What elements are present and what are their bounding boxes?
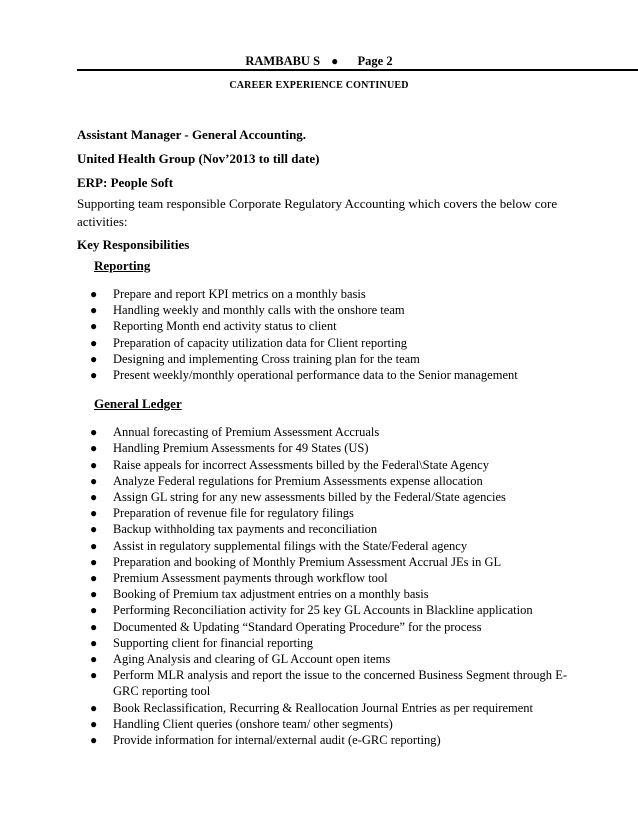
bullet-icon: ● — [90, 538, 98, 553]
list-item-text: Preparation of revenue file for regulatory filings — [113, 506, 354, 521]
list-item-text: Preparation of capacity utilization data for Client reporting — [113, 335, 407, 350]
list-item — [77, 351, 567, 367]
erp-system: ERP: People Soft — [77, 175, 174, 190]
list-item — [77, 489, 567, 505]
bullet-icon: ● — [90, 668, 98, 683]
bullet-icon: ● — [90, 619, 98, 634]
list-item — [77, 586, 567, 602]
list-item-text: Raise appeals for incorrect Assessments billed by the Federal\State Agency — [113, 457, 489, 472]
list-item-text: Preparation and booking of Monthly Premium Assessment Accrual JEs in GL — [113, 554, 502, 569]
list-item — [77, 318, 567, 334]
list-item-text: Performing Reconciliation activity for 25 key GL Accounts in Blackline application — [113, 603, 533, 618]
list-item — [77, 424, 567, 440]
list-item-text: Designing and implementing Cross training plan for the team — [113, 351, 420, 366]
list-item-text: Annual forecasting of Premium Assessment Accruals — [113, 425, 380, 440]
list-item-text: Supporting client for financial reporting — [113, 635, 313, 650]
list-item — [77, 521, 567, 537]
list-item-text: Present weekly/monthly operational performance data to the Senior management — [113, 368, 518, 383]
list-item-text: Booking of Premium tax adjustment entries on a monthly basis — [113, 587, 429, 602]
bullet-icon: ● — [90, 473, 98, 488]
bullet-icon: ● — [90, 652, 98, 667]
bullet-icon: ● — [90, 457, 98, 472]
bullet-icon: ● — [90, 603, 98, 618]
key-responsibilities-heading: Key Responsibilities — [77, 237, 190, 252]
bullet-icon: ● — [90, 441, 98, 456]
bullet-icon: ● — [90, 287, 98, 301]
list-item-text: Backup withholding tax payments and reconciliation — [113, 522, 378, 537]
list-item-text: Assign GL string for any new assessments billed by the Federal/State agencies — [113, 490, 506, 505]
bullet-icon: ● — [90, 335, 98, 350]
job-title: Assistant Manager - General Accounting. — [77, 127, 307, 142]
list-item — [77, 554, 567, 570]
list-item-text: Provide information for internal/external audit (e-GRC reporting) — [113, 733, 441, 748]
job-summary: Supporting team responsible Corporate Regulatory Accounting which covers the below core activities: — [77, 196, 558, 229]
list-item-text: Perform MLR analysis and report the issue to the concerned Business Segment through E-GRC reporting tool — [113, 668, 567, 699]
list-item-text: Analyze Federal regulations for Premium Assessments expense allocation — [113, 473, 483, 488]
list-item-text: Handling Client queries (onshore team/ other segments) — [113, 716, 393, 731]
bullet-icon: ● — [90, 587, 98, 602]
header-name: RAMBABU S — [245, 54, 321, 68]
section-subtitle: CAREER EXPERIENCE CONTINUED — [229, 80, 409, 91]
list-item — [77, 732, 567, 748]
reporting-list — [77, 286, 567, 383]
bullet-icon: ● — [90, 571, 98, 586]
bullet-icon: ● — [90, 733, 98, 748]
bullet-icon: ● — [90, 303, 98, 318]
list-item-text: Handling weekly and monthly calls with the onshore team — [113, 303, 405, 318]
list-item-text: Prepare and report KPI metrics on a monthly basis — [113, 287, 366, 301]
list-item — [77, 302, 567, 318]
list-item — [77, 619, 567, 635]
bullet-icon: ● — [90, 700, 98, 715]
list-item — [77, 635, 567, 651]
bullet-icon: ● — [90, 319, 98, 334]
bullet-icon: ● — [90, 554, 98, 569]
list-item — [77, 651, 567, 667]
bullet-icon: ● — [90, 635, 98, 650]
bullet-icon: ● — [90, 506, 98, 521]
list-item-text: Documented & Updating “Standard Operating Procedure” for the process — [113, 619, 482, 634]
general-ledger-list — [77, 424, 567, 748]
bullet-separator-icon: ● — [331, 54, 339, 68]
list-item — [77, 570, 567, 586]
header-divider — [77, 69, 638, 71]
list-item — [77, 716, 567, 732]
list-item-text: Assist in regulatory supplemental filings with the State/Federal agency — [113, 538, 468, 553]
list-item-text: Book Reclassification, Recurring & Reallocation Journal Entries as per requirement — [113, 700, 534, 715]
list-item — [77, 538, 567, 554]
main-content — [77, 120, 567, 748]
list-item — [77, 667, 567, 699]
list-item — [77, 440, 567, 456]
list-item-text: Premium Assessment payments through workflow tool — [113, 571, 388, 586]
list-item — [77, 505, 567, 521]
bullet-icon: ● — [90, 368, 98, 383]
bullet-icon: ● — [90, 490, 98, 505]
page-number: Page 2 — [357, 54, 393, 68]
bullet-icon: ● — [90, 522, 98, 537]
list-item-text: Handling Premium Assessments for 49 States (US) — [113, 441, 369, 456]
list-item — [77, 457, 567, 473]
general-ledger-heading: General Ledger — [94, 396, 182, 412]
bullet-icon: ● — [90, 351, 98, 366]
list-item — [77, 286, 567, 302]
list-item — [77, 602, 567, 618]
list-item-text: Aging Analysis and clearing of GL Account open items — [113, 652, 391, 667]
list-item-text: Reporting Month end activity status to client — [113, 319, 337, 334]
list-item — [77, 473, 567, 489]
reporting-heading: Reporting — [94, 258, 151, 273]
list-item — [77, 700, 567, 716]
bullet-icon: ● — [90, 425, 98, 440]
bullet-icon: ● — [90, 716, 98, 731]
company-name: United Health Group (Nov’2013 to till date) — [77, 151, 320, 166]
page-header — [0, 54, 638, 69]
list-item — [77, 367, 567, 383]
list-item — [77, 335, 567, 351]
